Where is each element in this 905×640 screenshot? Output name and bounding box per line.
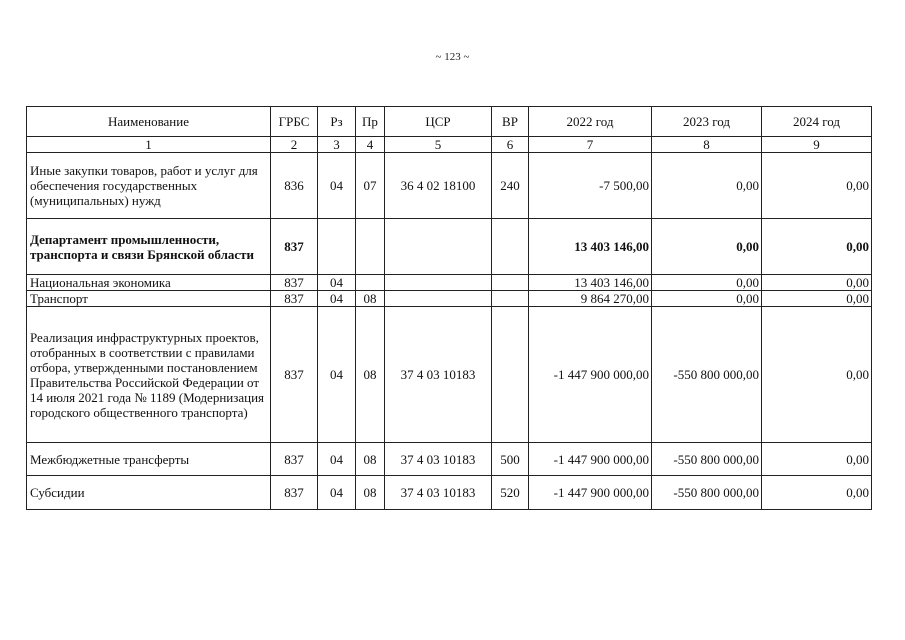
row-2023: 0,00	[652, 291, 762, 307]
row-rz	[318, 219, 356, 275]
table-row	[27, 275, 872, 291]
row-grbs: 836	[271, 153, 318, 219]
header-2024: 2024 год	[762, 107, 872, 137]
column-number: 4	[356, 137, 385, 153]
row-grbs: 837	[271, 219, 318, 275]
row-pr	[356, 219, 385, 275]
column-number: 5	[385, 137, 492, 153]
row-2024: 0,00	[762, 153, 872, 219]
row-csr: 37 4 03 10183	[385, 443, 492, 476]
row-2022: -1 447 900 000,00	[529, 307, 652, 443]
row-pr: 08	[356, 443, 385, 476]
row-pr: 08	[356, 307, 385, 443]
header-2023: 2023 год	[652, 107, 762, 137]
table-row	[27, 153, 872, 219]
row-2023: -550 800 000,00	[652, 476, 762, 510]
row-name: Субсидии	[27, 476, 271, 510]
column-number: 9	[762, 137, 872, 153]
row-2023: -550 800 000,00	[652, 443, 762, 476]
row-name: Иные закупки товаров, работ и услуг для обеспечения государственных (муниципальных) нужд	[27, 153, 271, 219]
row-rz: 04	[318, 153, 356, 219]
row-grbs: 837	[271, 307, 318, 443]
header-pr: Пр	[356, 107, 385, 137]
header-name: Наименование	[27, 107, 271, 137]
column-number: 8	[652, 137, 762, 153]
row-2023: 0,00	[652, 153, 762, 219]
table-row	[27, 291, 872, 307]
row-2024: 0,00	[762, 275, 872, 291]
row-2024: 0,00	[762, 291, 872, 307]
row-pr: 08	[356, 476, 385, 510]
row-2023: 0,00	[652, 275, 762, 291]
row-vr: 240	[492, 153, 529, 219]
column-number: 7	[529, 137, 652, 153]
row-2023: 0,00	[652, 219, 762, 275]
row-2022: 13 403 146,00	[529, 275, 652, 291]
row-2024: 0,00	[762, 307, 872, 443]
row-csr: 37 4 03 10183	[385, 307, 492, 443]
row-pr: 07	[356, 153, 385, 219]
table-header-row	[27, 107, 872, 137]
page-number: ~ 123 ~	[435, 51, 470, 63]
header-csr: ЦСР	[385, 107, 492, 137]
row-2022: 9 864 270,00	[529, 291, 652, 307]
budget-table	[26, 106, 872, 510]
row-vr	[492, 219, 529, 275]
row-name: Национальная экономика	[27, 275, 271, 291]
table-row	[27, 443, 872, 476]
column-number-row	[27, 137, 872, 153]
row-csr	[385, 275, 492, 291]
column-number: 2	[271, 137, 318, 153]
row-vr: 500	[492, 443, 529, 476]
row-2024: 0,00	[762, 443, 872, 476]
table-row	[27, 219, 872, 275]
row-csr: 36 4 02 18100	[385, 153, 492, 219]
row-2022: -7 500,00	[529, 153, 652, 219]
row-2024: 0,00	[762, 219, 872, 275]
row-rz: 04	[318, 476, 356, 510]
row-csr: 37 4 03 10183	[385, 476, 492, 510]
row-grbs: 837	[271, 291, 318, 307]
row-name: Департамент промышленности, транспорта и связи Брянской области	[27, 219, 271, 275]
row-pr: 08	[356, 291, 385, 307]
row-rz: 04	[318, 291, 356, 307]
row-name: Межбюджетные трансферты	[27, 443, 271, 476]
row-csr	[385, 219, 492, 275]
column-number: 1	[27, 137, 271, 153]
row-csr	[385, 291, 492, 307]
row-rz: 04	[318, 275, 356, 291]
row-rz: 04	[318, 307, 356, 443]
table-row	[27, 476, 872, 510]
row-2023: -550 800 000,00	[652, 307, 762, 443]
header-rz: Рз	[318, 107, 356, 137]
row-grbs: 837	[271, 443, 318, 476]
row-grbs: 837	[271, 476, 318, 510]
header-vr: ВР	[492, 107, 529, 137]
row-2024: 0,00	[762, 476, 872, 510]
table-row	[27, 307, 872, 443]
row-vr	[492, 307, 529, 443]
column-number: 6	[492, 137, 529, 153]
header-grbs: ГРБС	[271, 107, 318, 137]
row-2022: -1 447 900 000,00	[529, 476, 652, 510]
row-pr	[356, 275, 385, 291]
header-2022: 2022 год	[529, 107, 652, 137]
column-number: 3	[318, 137, 356, 153]
row-vr	[492, 291, 529, 307]
row-name: Реализация инфраструктурных проектов, отобранных в соответствии с правилами отбора, утвержденными постановлением Правительства Российской Федерации от 14 июля 2021 года № 1189 (Модернизация городского общественного транспорта)	[27, 307, 271, 443]
row-2022: 13 403 146,00	[529, 219, 652, 275]
row-vr	[492, 275, 529, 291]
row-name: Транспорт	[27, 291, 271, 307]
row-2022: -1 447 900 000,00	[529, 443, 652, 476]
row-grbs: 837	[271, 275, 318, 291]
row-rz: 04	[318, 443, 356, 476]
row-vr: 520	[492, 476, 529, 510]
